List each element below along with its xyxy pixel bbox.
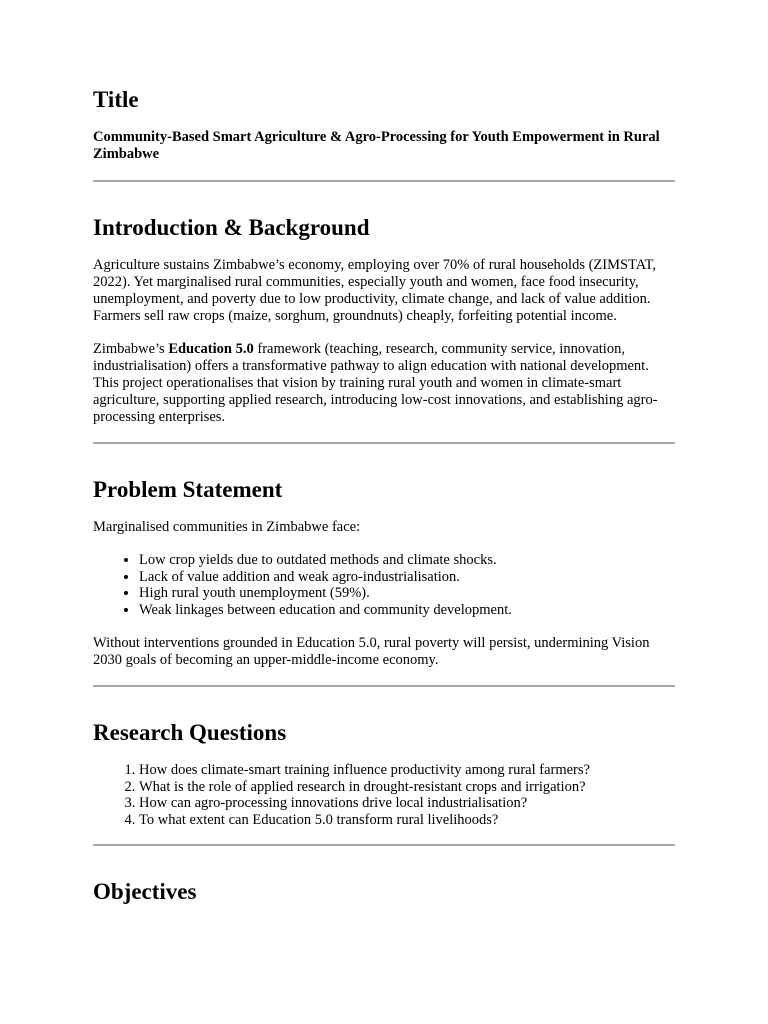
list-item: • Weak linkages between education and community development. — [139, 602, 675, 619]
problem-lead: Marginalised communities in Zimbabwe face: — [93, 519, 361, 535]
intro-p2-suffix: framework (teaching, research, community service, innovation, industrialisation) offers a transformative pathway to align education with national development. This project operationalises that vision by training rural youth and women in climate-smart agriculture, supporting applied research, introducing low-cost innovations, and establishing agro-processing enterprises. — [93, 341, 658, 425]
questions-heading: Research Questions — [93, 720, 287, 745]
questions-list — [93, 762, 675, 828]
list-item: • High rural youth unemployment (59%). — [139, 585, 675, 602]
document-subtitle: Community-Based Smart Agriculture & Agro-Processing for Youth Empowerment in Rural Zimbabwe — [93, 129, 660, 162]
problem-closing: Without interventions grounded in Education 5.0, rural poverty will persist, undermining Vision 2030 goals of becoming an upper-middle-income economy. — [93, 635, 650, 668]
title-heading: Title — [93, 87, 139, 112]
list-item: • Low crop yields due to outdated methods and climate shocks. — [139, 552, 675, 569]
section-divider — [93, 442, 675, 444]
section-divider — [93, 685, 675, 687]
list-item: • Lack of value addition and weak agro-industrialisation. — [139, 569, 675, 586]
list-item: 3. How can agro-processing innovations drive local industrialisation? — [139, 795, 675, 812]
section-divider — [93, 180, 675, 182]
intro-paragraph-2 — [93, 341, 675, 426]
intro-paragraph-1: Agriculture sustains Zimbabwe’s economy, employing over 70% of rural households (ZIMSTAT, 2022). Yet marginalised rural communities, especially youth and women, face food insecurity, unemployment, and poverty due to low productivity, climate change, and lack of value addition. Farmers sell raw crops (maize, sorghum, groundnuts) cheaply, forfeiting potential income. — [93, 257, 657, 324]
intro-heading: Introduction & Background — [93, 215, 370, 240]
problem-list — [93, 552, 675, 618]
intro-p2-prefix: Zimbabwe’s — [93, 341, 169, 357]
list-item: 4. To what extent can Education 5.0 transform rural livelihoods? — [139, 812, 675, 829]
education-5-emphasis: Education 5.0 — [168, 341, 254, 357]
list-item: 1. How does climate-smart training influence productivity among rural farmers? — [139, 762, 675, 779]
section-divider — [93, 844, 675, 846]
list-item: 2. What is the role of applied research in drought-resistant crops and irrigation? — [139, 779, 675, 796]
document-page — [93, 0, 675, 905]
problem-heading: Problem Statement — [93, 477, 283, 502]
objectives-heading: Objectives — [93, 879, 197, 904]
